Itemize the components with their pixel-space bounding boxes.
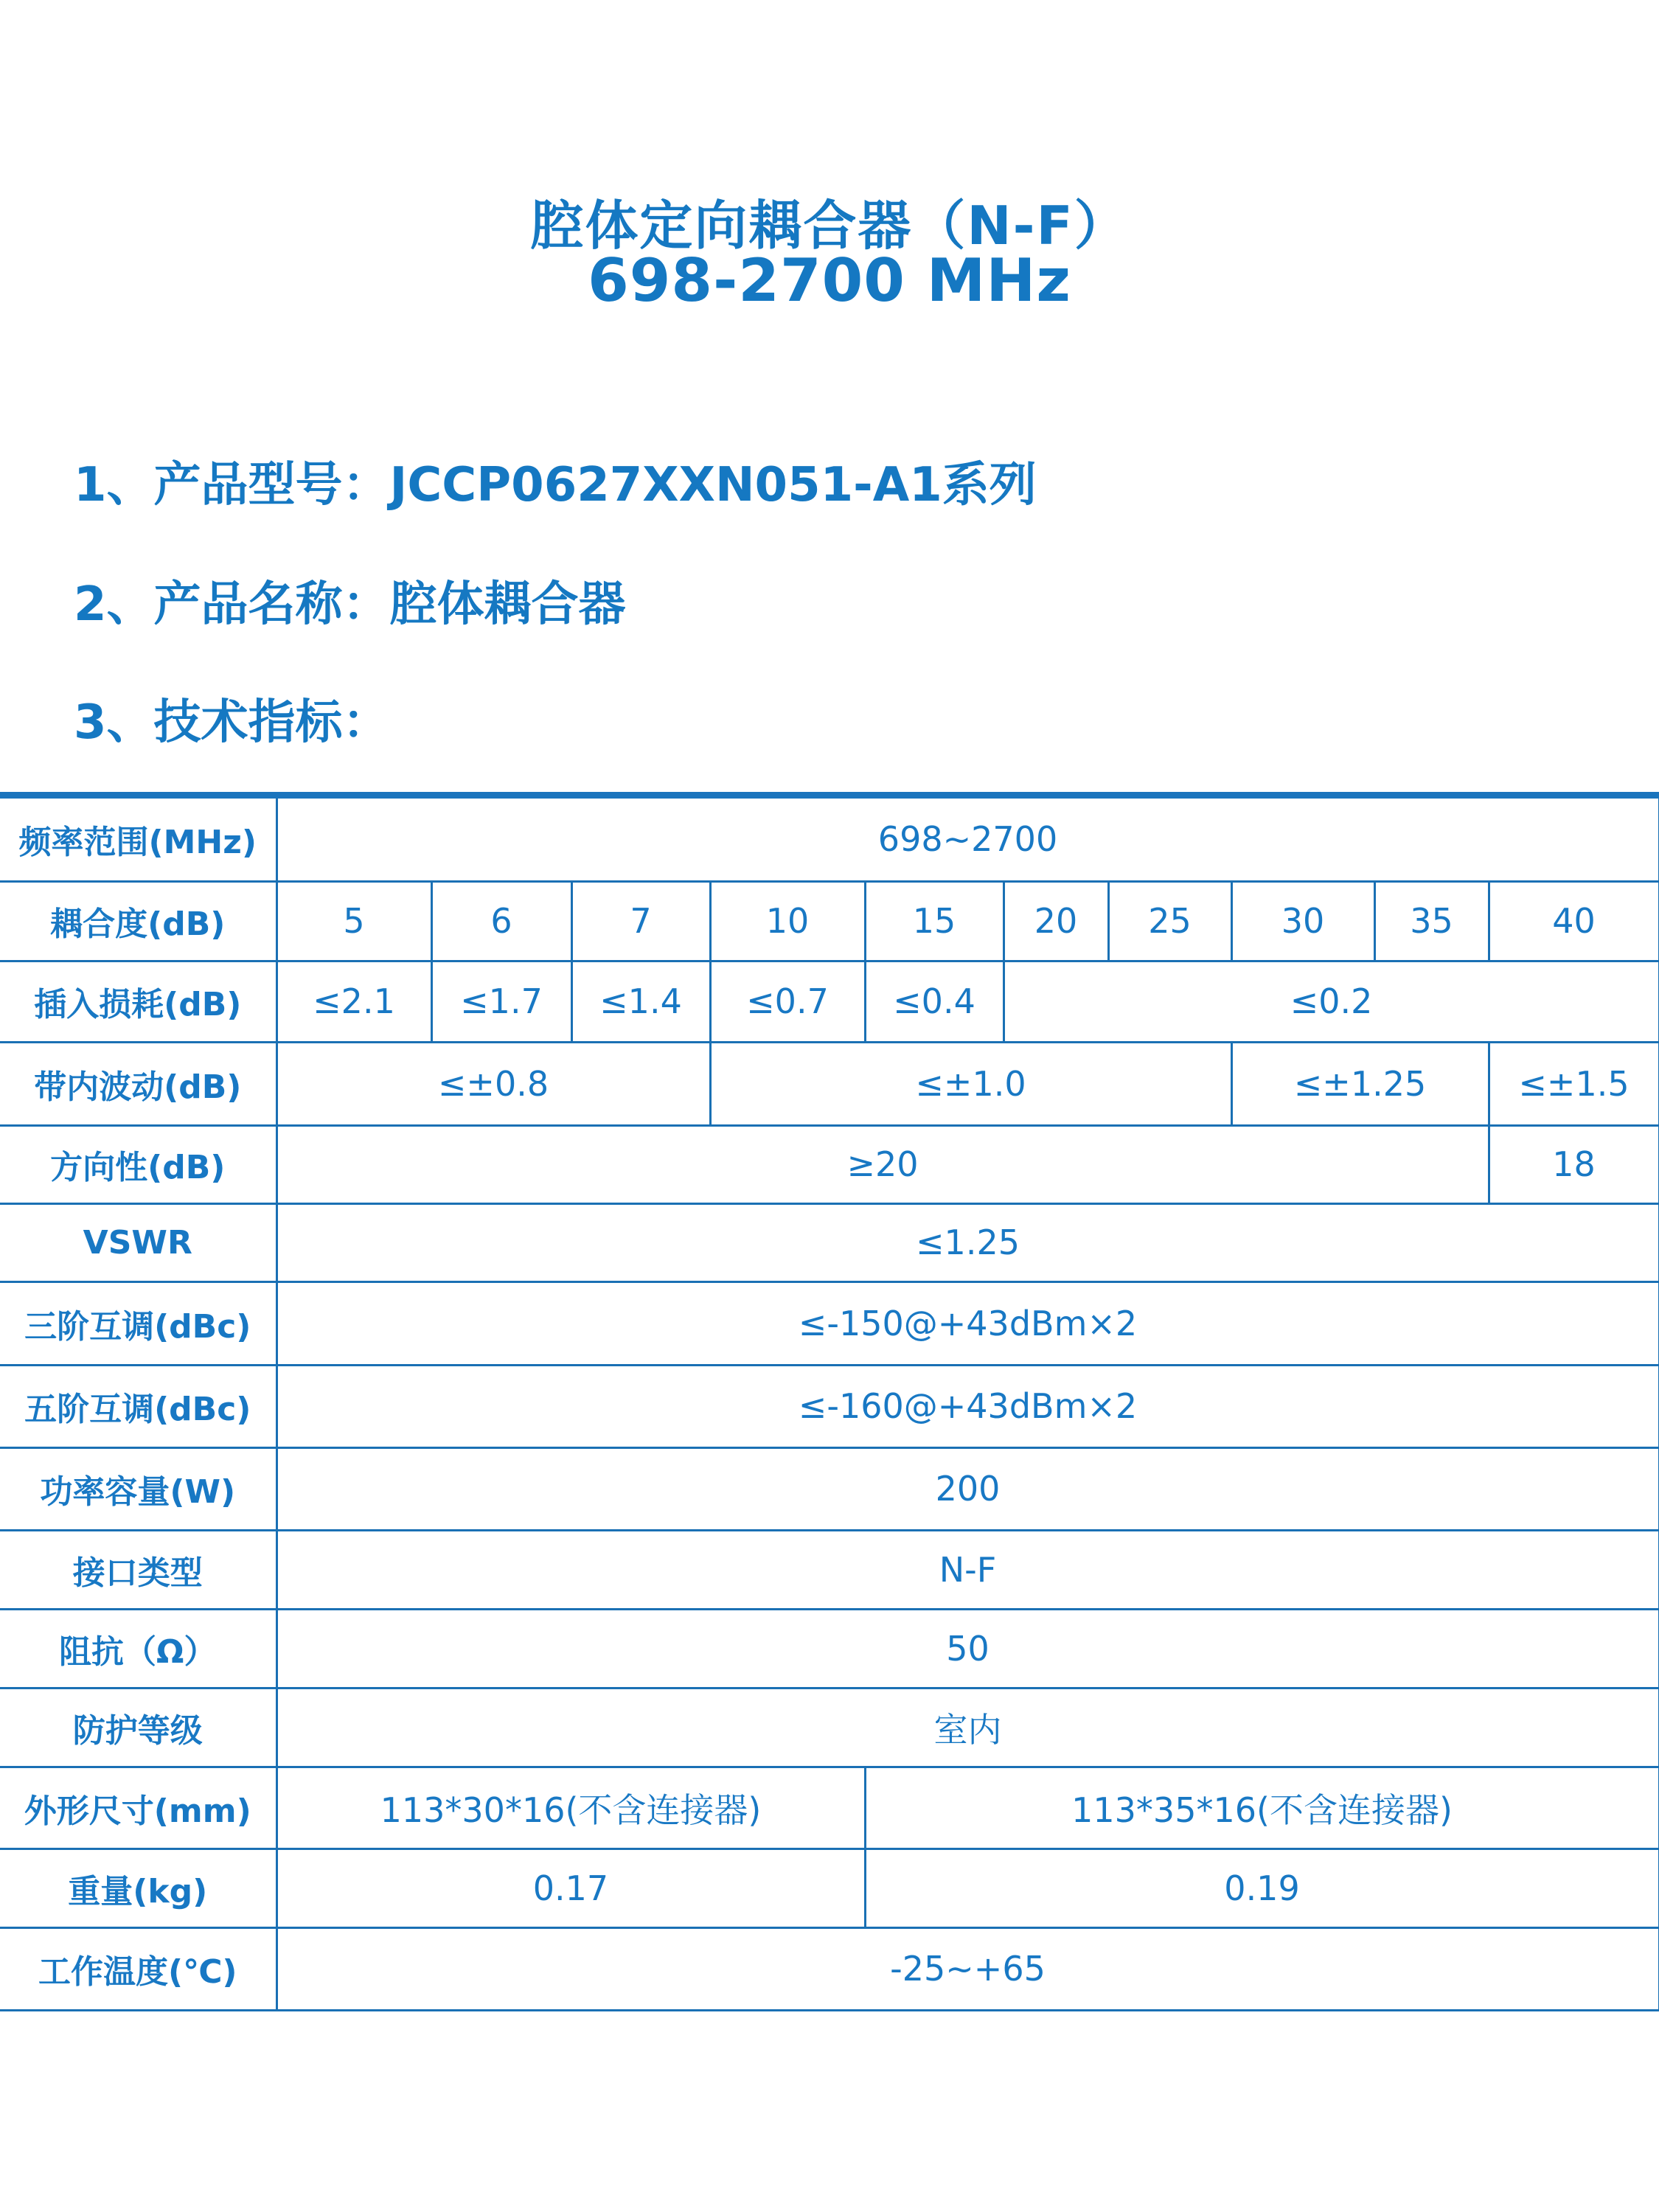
coupling-cell: 35	[1374, 881, 1489, 961]
coupling-cell: 30	[1231, 881, 1374, 961]
row-label: 插入损耗(dB)	[0, 961, 276, 1042]
row-label: 功率容量(W)	[0, 1447, 276, 1530]
dimensions-cell: 113*30*16(不含连接器)	[276, 1767, 865, 1848]
coupling-cell: 7	[571, 881, 710, 961]
row-label: 接口类型	[0, 1530, 276, 1609]
dimensions-cell: 113*35*16(不含连接器)	[865, 1767, 1659, 1848]
coupling-cell: 20	[1004, 881, 1108, 961]
row-label: 频率范围(MHz)	[0, 799, 276, 881]
insertion-loss-cell: ≤0.4	[865, 961, 1004, 1042]
insertion-loss-cell: ≤0.7	[710, 961, 865, 1042]
table-row-power	[0, 1447, 1659, 1530]
ripple-cell: ≤±1.5	[1489, 1042, 1659, 1125]
connector-value: N-F	[276, 1530, 1659, 1609]
table-row-im5	[0, 1365, 1659, 1447]
row-label: 耦合度(dB)	[0, 881, 276, 961]
ripple-cell: ≤±0.8	[276, 1042, 710, 1125]
weight-cell: 0.19	[865, 1848, 1659, 1927]
table-row-vswr	[0, 1203, 1659, 1281]
im5-value: ≤-160@+43dBm×2	[276, 1365, 1659, 1447]
coupling-cell: 40	[1489, 881, 1659, 961]
specs-heading: 3、技术指标：	[74, 695, 390, 750]
freq-value: 698~2700	[276, 799, 1659, 881]
row-label: 阻抗（Ω）	[0, 1609, 276, 1688]
row-label: 五阶互调(dBc)	[0, 1365, 276, 1447]
spec-table	[0, 799, 1659, 2011]
directivity-cell: 18	[1489, 1125, 1659, 1203]
vswr-value: ≤1.25	[276, 1203, 1659, 1281]
row-label: VSWR	[0, 1203, 276, 1281]
table-row-im3	[0, 1281, 1659, 1365]
product-name: 2、产品名称：腔体耦合器	[74, 577, 626, 632]
page-title: 腔体定向耦合器（N-F）	[530, 195, 1129, 257]
table-row-ripple	[0, 1042, 1659, 1125]
frequency-subtitle: 698-2700 MHz	[588, 246, 1071, 315]
power-value: 200	[276, 1447, 1659, 1530]
table-row-connector	[0, 1530, 1659, 1609]
row-label: 外形尺寸(mm)	[0, 1767, 276, 1848]
coupling-cell: 25	[1108, 881, 1231, 961]
table-row-dimensions	[0, 1767, 1659, 1848]
coupling-cell: 10	[710, 881, 865, 961]
table-row-directivity	[0, 1125, 1659, 1203]
table-row-weight	[0, 1848, 1659, 1927]
table-top-rule	[0, 792, 1659, 799]
insertion-loss-cell: ≤0.2	[1004, 961, 1659, 1042]
protection-value: 室内	[276, 1688, 1659, 1767]
row-label: 方向性(dB)	[0, 1125, 276, 1203]
table-row-coupling	[0, 881, 1659, 961]
product-model: 1、产品型号：JCCP0627XXN051-A1系列	[74, 458, 1037, 512]
directivity-cell: ≥20	[276, 1125, 1489, 1203]
table-row-impedance	[0, 1609, 1659, 1688]
impedance-value: 50	[276, 1609, 1659, 1688]
row-label: 重量(kg)	[0, 1848, 276, 1927]
row-label: 工作温度(℃)	[0, 1927, 276, 2010]
table-row-insertion-loss	[0, 961, 1659, 1042]
weight-cell: 0.17	[276, 1848, 865, 1927]
table-row-temperature	[0, 1927, 1659, 2010]
im3-value: ≤-150@+43dBm×2	[276, 1281, 1659, 1365]
ripple-cell: ≤±1.0	[710, 1042, 1231, 1125]
coupling-cell: 5	[276, 881, 431, 961]
coupling-cell: 6	[431, 881, 571, 961]
row-label: 三阶互调(dBc)	[0, 1281, 276, 1365]
coupling-cell: 15	[865, 881, 1004, 961]
insertion-loss-cell: ≤2.1	[276, 961, 431, 1042]
temperature-value: -25~+65	[276, 1927, 1659, 2010]
table-row-protection	[0, 1688, 1659, 1767]
table-row-frequency	[0, 799, 1659, 881]
insertion-loss-cell: ≤1.4	[571, 961, 710, 1042]
row-label: 带内波动(dB)	[0, 1042, 276, 1125]
insertion-loss-cell: ≤1.7	[431, 961, 571, 1042]
row-label: 防护等级	[0, 1688, 276, 1767]
ripple-cell: ≤±1.25	[1231, 1042, 1489, 1125]
